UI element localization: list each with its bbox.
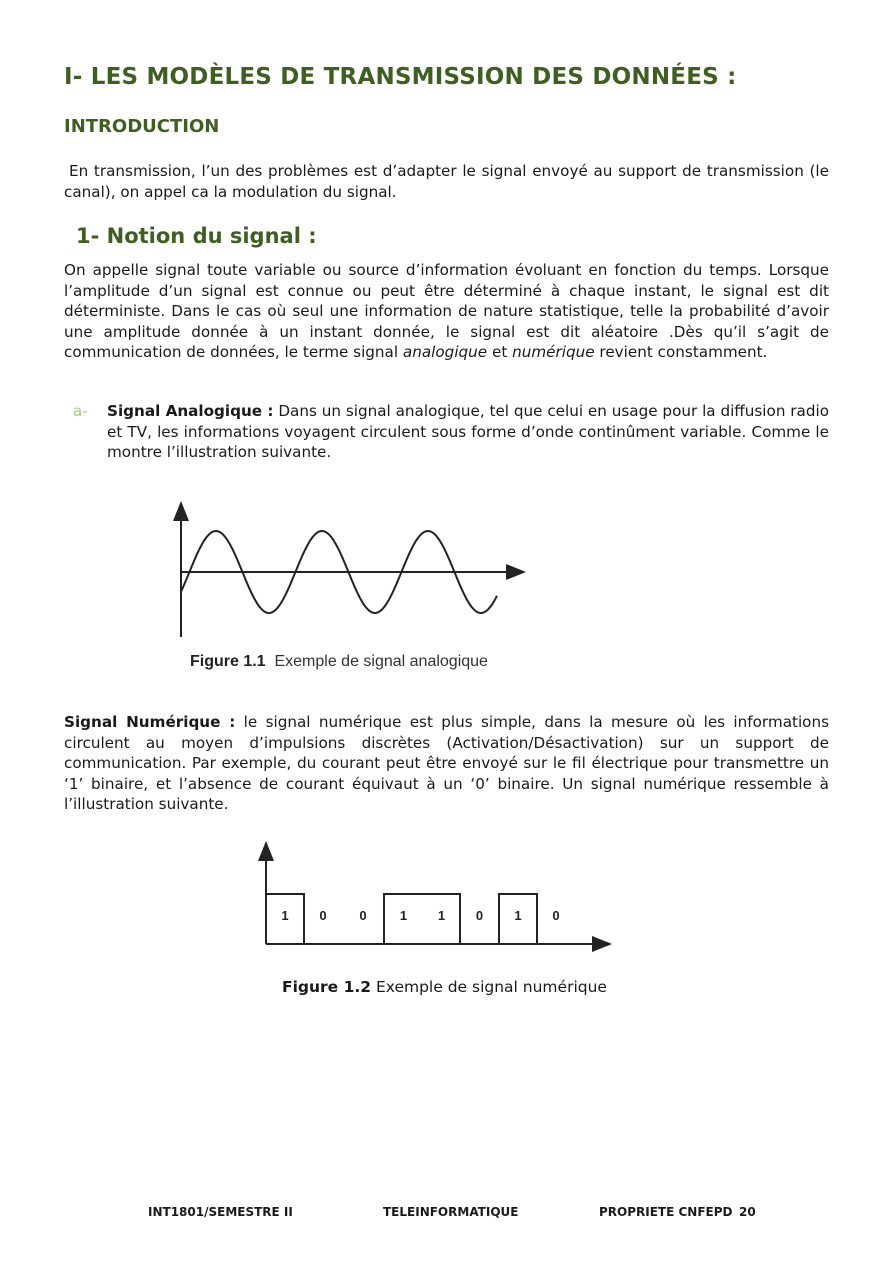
analog-signal-figure [170,495,540,645]
analog-signal-label: Signal Analogique : [107,402,274,420]
term-analogique: analogique [402,343,488,362]
digital-signal-figure [255,838,620,958]
term-numerique: numérique [512,343,595,362]
signal-definition-paragraph [64,260,829,363]
figure-1-caption [190,653,488,671]
bit-label: 0 [475,908,484,923]
section-title: 1- Notion du signal : [76,224,317,248]
figure-2-text: Exemple de signal numérique [371,978,607,996]
bit-label: 0 [359,908,367,923]
footer-course: INT1801/SEMESTRE II [148,1205,293,1219]
bit-label: 1 [399,908,408,923]
paragraph-text: On appelle signal toute variable ou source d’information évoluant en fonction du temps. Lorsque l’amplitude d’un signal est connue ou peut être déterminé à chaque instant, le signal est dit déterministe. Dans le cas où seul une information de nature statistique, telle la probabilité d’avoir une amplitude donnée à un instant donnée, le signal est dit aléatoire .Dès qu’il s’agit de communication de données, le terme signal [64,261,829,362]
figure-1-label: Figure 1.1 [190,653,266,670]
bullet-marker: a- [73,402,88,420]
page-heading: I- LES MODÈLES DE TRANSMISSION DES DONNÉES : [64,64,737,90]
paragraph-text: et [487,343,513,362]
introduction-heading: INTRODUCTION [64,116,220,137]
bit-label: 0 [319,908,327,923]
bit-label: 0 [552,908,560,923]
introduction-paragraph: En transmission, l’un des problèmes est d’adapter le signal envoyé au support de transmission (le canal), on appel ca la modulation du signal. [64,162,829,201]
footer-owner: PROPRIETE CNFEPD [599,1205,733,1219]
figure-2-label: Figure 1.2 [282,978,372,996]
bit-label: 1 [437,908,446,923]
footer-subject: TELEINFORMATIQUE [383,1205,519,1219]
bit-label: 1 [514,908,522,923]
page-number: 20 [739,1205,756,1219]
figure-2-caption [282,978,607,996]
paragraph-text: revient constamment. [594,343,768,362]
numeric-signal-paragraph [64,712,829,815]
numeric-signal-label: Signal Numérique : [64,713,236,731]
analog-signal-paragraph [107,401,829,463]
numeric-signal-text: le signal numérique est plus simple, dans la mesure où les informations circulent au moyen d’impulsions discrètes (Activation/Désactivation) sur un support de communication. Par exemple, du courant peut être envoyé sur le fil électrique pour transmettre un ‘1’ binaire, et l’absence de courant équivaut à un ‘0’ binaire. Un signal numérique ressemble à l’illustration suivante. [64,713,830,814]
analog-signal-text: Dans un signal analogique, tel que celui en usage pour la diffusion radio et TV, les informations voyagent circulent sous forme d’onde continûment variable. Comme le montre l’illustration suivante. [107,402,829,462]
figure-1-text: Exemple de signal analogique [274,653,488,670]
square-wave [266,894,575,944]
bit-label: 1 [281,908,289,923]
